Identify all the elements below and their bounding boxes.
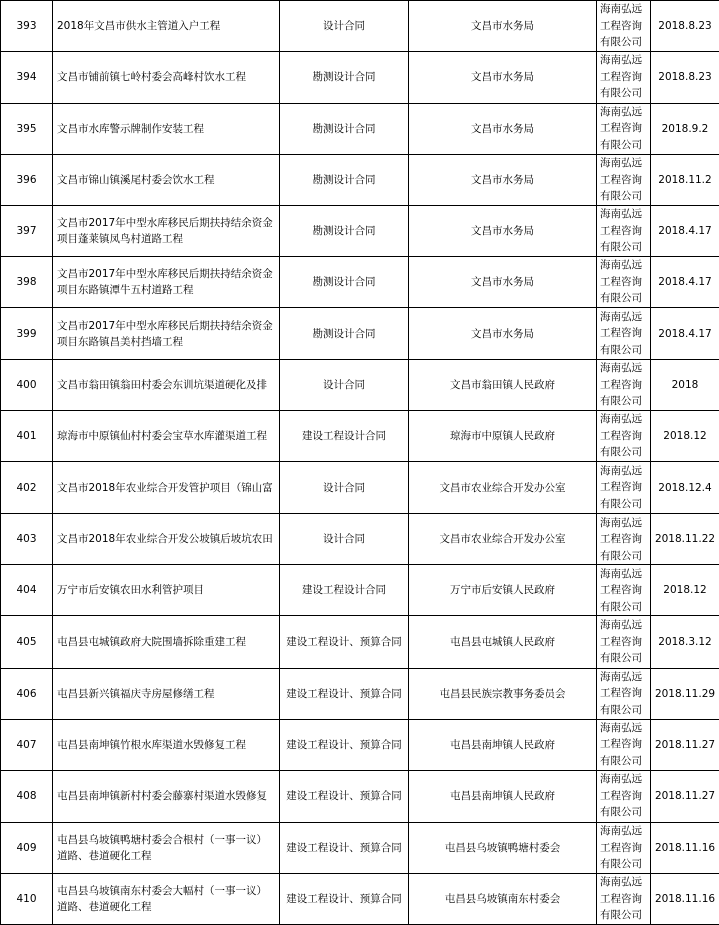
contract-type: 建设工程设计、预算合同 [280, 770, 409, 822]
contract-date: 2018.8.23 [651, 1, 719, 52]
client-name: 文昌市水务局 [409, 256, 597, 307]
contract-date: 2018.4.17 [651, 256, 719, 307]
client-name: 屯昌县屯城镇人民政府 [409, 616, 597, 668]
firm-name: 海南弘远工程咨询有限公司 [597, 514, 651, 565]
row-number: 395 [1, 103, 53, 154]
project-name: 万宁市后安镇农田水利管护项目 [53, 565, 280, 616]
client-name: 屯昌县南坤镇人民政府 [409, 719, 597, 770]
row-number: 399 [1, 307, 53, 359]
client-name: 琼海市中原镇人民政府 [409, 411, 597, 462]
contract-date: 2018.12.4 [651, 462, 719, 514]
table-row [1, 154, 719, 205]
project-name: 文昌市水库警示牌制作安装工程 [53, 103, 280, 154]
contract-date: 2018.12 [651, 411, 719, 462]
row-number: 403 [1, 514, 53, 565]
contract-date: 2018.11.2 [651, 154, 719, 205]
contract-type: 设计合同 [280, 360, 409, 411]
client-name: 屯昌县乌坡镇鸭塘村委会 [409, 822, 597, 873]
row-number: 401 [1, 411, 53, 462]
firm-name: 海南弘远工程咨询有限公司 [597, 307, 651, 359]
contract-type: 勘测设计合同 [280, 103, 409, 154]
table-row [1, 822, 719, 873]
table-row [1, 1, 719, 52]
project-name: 2018年文昌市供水主管道入户工程 [53, 1, 280, 52]
contract-date: 2018.11.27 [651, 770, 719, 822]
project-name: 屯昌县新兴镇福庆寺房屋修缮工程 [53, 668, 280, 719]
row-number: 410 [1, 873, 53, 924]
project-name: 琼海市中原镇仙村村委会宝草水库灌渠道工程 [53, 411, 280, 462]
contract-type: 建设工程设计合同 [280, 565, 409, 616]
firm-name: 海南弘远工程咨询有限公司 [597, 462, 651, 514]
client-name: 文昌市水务局 [409, 205, 597, 256]
contract-type: 建设工程设计、预算合同 [280, 719, 409, 770]
row-number: 407 [1, 719, 53, 770]
contract-type: 建设工程设计、预算合同 [280, 873, 409, 924]
firm-name: 海南弘远工程咨询有限公司 [597, 565, 651, 616]
client-name: 文昌市水务局 [409, 51, 597, 103]
contract-type: 勘测设计合同 [280, 307, 409, 359]
table-row [1, 668, 719, 719]
client-name: 文昌市水务局 [409, 307, 597, 359]
project-name: 屯昌县屯城镇政府大院围墙拆除重建工程 [53, 616, 280, 668]
contract-type: 勘测设计合同 [280, 51, 409, 103]
project-name: 文昌市2017年中型水库移民后期扶持结余资金项目蓬莱镇凤鸟村道路工程 [53, 205, 280, 256]
contract-date: 2018.11.16 [651, 873, 719, 924]
contract-type: 勘测设计合同 [280, 154, 409, 205]
row-number: 405 [1, 616, 53, 668]
firm-name: 海南弘远工程咨询有限公司 [597, 873, 651, 924]
contract-type: 设计合同 [280, 1, 409, 52]
row-number: 408 [1, 770, 53, 822]
client-name: 文昌市水务局 [409, 1, 597, 52]
project-name: 屯昌县乌坡镇鸭塘村委会合根村（一事一议）道路、巷道硬化工程 [53, 822, 280, 873]
project-name: 文昌市2017年中型水库移民后期扶持结余资金项目东路镇昌美村挡墙工程 [53, 307, 280, 359]
project-name: 文昌市2017年中型水库移民后期扶持结余资金项目东路镇潭牛五村道路工程 [53, 256, 280, 307]
row-number: 393 [1, 1, 53, 52]
firm-name: 海南弘远工程咨询有限公司 [597, 360, 651, 411]
firm-name: 海南弘远工程咨询有限公司 [597, 822, 651, 873]
firm-name: 海南弘远工程咨询有限公司 [597, 411, 651, 462]
project-name: 屯昌县南坤镇竹根水库渠道水毁修复工程 [53, 719, 280, 770]
contract-date: 2018.4.17 [651, 205, 719, 256]
client-name: 文昌市水务局 [409, 103, 597, 154]
contract-type: 设计合同 [280, 514, 409, 565]
row-number: 396 [1, 154, 53, 205]
project-name: 文昌市翁田镇翁田村委会东训坑渠道硬化及排 [53, 360, 280, 411]
table-row [1, 360, 719, 411]
client-name: 屯昌县南坤镇人民政府 [409, 770, 597, 822]
table-row [1, 51, 719, 103]
row-number: 394 [1, 51, 53, 103]
firm-name: 海南弘远工程咨询有限公司 [597, 1, 651, 52]
contract-date: 2018.3.12 [651, 616, 719, 668]
firm-name: 海南弘远工程咨询有限公司 [597, 616, 651, 668]
firm-name: 海南弘远工程咨询有限公司 [597, 154, 651, 205]
contract-date: 2018.11.29 [651, 668, 719, 719]
contract-date: 2018.11.27 [651, 719, 719, 770]
contract-date: 2018 [651, 360, 719, 411]
contract-type: 建设工程设计、预算合同 [280, 616, 409, 668]
row-number: 409 [1, 822, 53, 873]
client-name: 屯昌县乌坡镇南东村委会 [409, 873, 597, 924]
row-number: 406 [1, 668, 53, 719]
project-name: 屯昌县乌坡镇南东村委会大幅村（一事一议）道路、巷道硬化工程 [53, 873, 280, 924]
table-row [1, 719, 719, 770]
contract-type: 建设工程设计、预算合同 [280, 822, 409, 873]
contract-type: 建设工程设计合同 [280, 411, 409, 462]
table-row [1, 411, 719, 462]
contract-type: 勘测设计合同 [280, 205, 409, 256]
table-row [1, 565, 719, 616]
contract-type: 建设工程设计、预算合同 [280, 668, 409, 719]
firm-name: 海南弘远工程咨询有限公司 [597, 103, 651, 154]
project-name: 文昌市铺前镇七岭村委会高峰村饮水工程 [53, 51, 280, 103]
client-name: 文昌市水务局 [409, 154, 597, 205]
firm-name: 海南弘远工程咨询有限公司 [597, 719, 651, 770]
table-row [1, 205, 719, 256]
contract-date: 2018.8.23 [651, 51, 719, 103]
project-name: 文昌市锦山镇溪尾村委会饮水工程 [53, 154, 280, 205]
firm-name: 海南弘远工程咨询有限公司 [597, 668, 651, 719]
row-number: 400 [1, 360, 53, 411]
project-name: 文昌市2018年农业综合开发公坡镇后坡坑农田 [53, 514, 280, 565]
table-row [1, 307, 719, 359]
firm-name: 海南弘远工程咨询有限公司 [597, 205, 651, 256]
row-number: 402 [1, 462, 53, 514]
table-row [1, 256, 719, 307]
client-name: 文昌市农业综合开发办公室 [409, 462, 597, 514]
row-number: 397 [1, 205, 53, 256]
table-row [1, 103, 719, 154]
firm-name: 海南弘远工程咨询有限公司 [597, 51, 651, 103]
contract-type: 设计合同 [280, 462, 409, 514]
client-name: 文昌市翁田镇人民政府 [409, 360, 597, 411]
project-name: 文昌市2018年农业综合开发管护项目（锦山富 [53, 462, 280, 514]
client-name: 屯昌县民族宗教事务委员会 [409, 668, 597, 719]
contract-date: 2018.12 [651, 565, 719, 616]
contract-type: 勘测设计合同 [280, 256, 409, 307]
contract-date: 2018.4.17 [651, 307, 719, 359]
contract-date: 2018.9.2 [651, 103, 719, 154]
firm-name: 海南弘远工程咨询有限公司 [597, 256, 651, 307]
table-row [1, 873, 719, 924]
client-name: 万宁市后安镇人民政府 [409, 565, 597, 616]
table-row [1, 462, 719, 514]
table-row [1, 616, 719, 668]
project-name: 屯昌县南坤镇新村村委会藤寨村渠道水毁修复 [53, 770, 280, 822]
table-row [1, 514, 719, 565]
contract-table-body [1, 1, 719, 925]
row-number: 398 [1, 256, 53, 307]
table-row [1, 770, 719, 822]
client-name: 文昌市农业综合开发办公室 [409, 514, 597, 565]
firm-name: 海南弘远工程咨询有限公司 [597, 770, 651, 822]
contract-date: 2018.11.22 [651, 514, 719, 565]
contract-date: 2018.11.16 [651, 822, 719, 873]
row-number: 404 [1, 565, 53, 616]
